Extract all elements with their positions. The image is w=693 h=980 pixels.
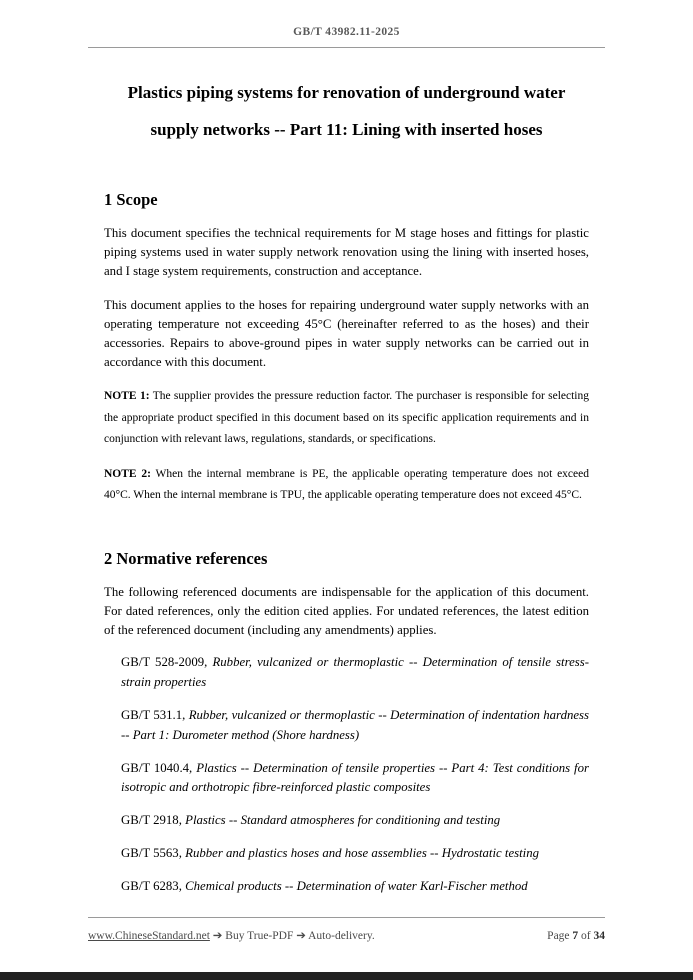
reference-title: Rubber and plastics hoses and hose assemblies -- Hydrostatic testing — [185, 846, 540, 860]
reference-code: GB/T 6283, — [121, 878, 182, 893]
footer-left — [88, 928, 375, 942]
note-1-text: The supplier provides the pressure reduction factor. The purchaser is responsible for selecting the appropriate product specified in this document based on its specific application requirements and in conjunction with relevant laws, regulations, standards, or specifications. — [104, 390, 590, 445]
page-number: 7 — [572, 930, 579, 942]
reference-item-4 — [121, 811, 589, 831]
reference-title: Plastics -- Determination of tensile properties -- Part 4: Test conditions for isotropic and orthotropic fibre-reinforced plastic composites — [121, 760, 589, 795]
reference-code: GB/T 528-2009, — [121, 655, 208, 670]
reference-title: Chemical products -- Determination of water Karl-Fischer method — [185, 878, 528, 893]
reference-title: Rubber, vulcanized or thermoplastic -- Determination of indentation hardness -- Part 1: Durometer method (Shore hardness) — [121, 707, 590, 742]
note-2-label: NOTE 2: — [104, 468, 151, 481]
reference-code: GB/T 531.1, — [121, 707, 186, 722]
scope-paragraph-2: This document applies to the hoses for repairing underground water supply networks with an operating temperature not exceeding 45°C (hereinafter referred to as the hoses) and their accessories. Repairs to above-ground pipes in water supply networks can be carried out in accordance with this document. — [104, 297, 589, 370]
page-footer — [88, 917, 605, 942]
reference-code: GB/T 1040.4, — [121, 760, 193, 775]
viewer-bottom-edge — [0, 972, 693, 980]
reference-item-3 — [121, 759, 589, 799]
header-rule — [88, 47, 605, 48]
footer-tagline: ➔ Buy True-PDF ➔ Auto-delivery. — [212, 930, 375, 942]
note-2-text: When the internal membrane is PE, the applicable operating temperature does not exceed 40°C. When the internal membrane is TPU, the applicable operating temperature does not exceed 45°C. — [104, 468, 590, 502]
reference-item-5 — [121, 844, 589, 864]
note-1-label: NOTE 1: — [104, 390, 150, 403]
scope-paragraph-1: This document specifies the technical requirements for M stage hoses and fittings for plastic piping systems used in water supply network renovation using the lining with inserted hoses, and I stage system requirements, construction and acceptance. — [104, 226, 589, 279]
document-title — [104, 74, 589, 148]
reference-item-6 — [121, 877, 589, 897]
page-total: 34 — [593, 930, 605, 942]
normative-intro-paragraph: The following referenced documents are indispensable for the application of this document. For dated references, only the edition cited applies. For undated references, the latest edition of the referenced document (including any amendments) applies. — [104, 584, 589, 638]
reference-code: GB/T 2918, — [121, 813, 182, 828]
reference-code: GB/T 5563, — [121, 846, 182, 860]
section-heading-scope: 1 Scope — [104, 190, 158, 209]
of-word: of — [581, 930, 591, 942]
page-header — [88, 26, 605, 48]
reference-item-2 — [121, 706, 589, 746]
note-1 — [104, 386, 589, 450]
reference-title: Plastics -- Standard atmospheres for conditioning and testing — [185, 813, 501, 828]
note-2 — [104, 464, 589, 507]
footer-row — [88, 918, 605, 942]
chinesestandard-link[interactable]: www.ChineseStandard.net — [88, 930, 210, 942]
page-indicator — [547, 930, 605, 942]
document-code: GB/T 43982.11-2025 — [293, 26, 400, 38]
page-word: Page — [547, 930, 570, 942]
section-heading-normative-references: 2 Normative references — [104, 548, 268, 568]
reference-title: Rubber, vulcanized or thermoplastic -- Determination of tensile stress-strain properties — [121, 655, 589, 690]
document-content — [88, 74, 605, 897]
title-line-2: supply networks -- Part 11: Lining with inserted hoses — [150, 120, 543, 139]
title-line-1: Plastics piping systems for renovation of underground water — [127, 83, 566, 102]
reference-item-1 — [121, 653, 589, 693]
